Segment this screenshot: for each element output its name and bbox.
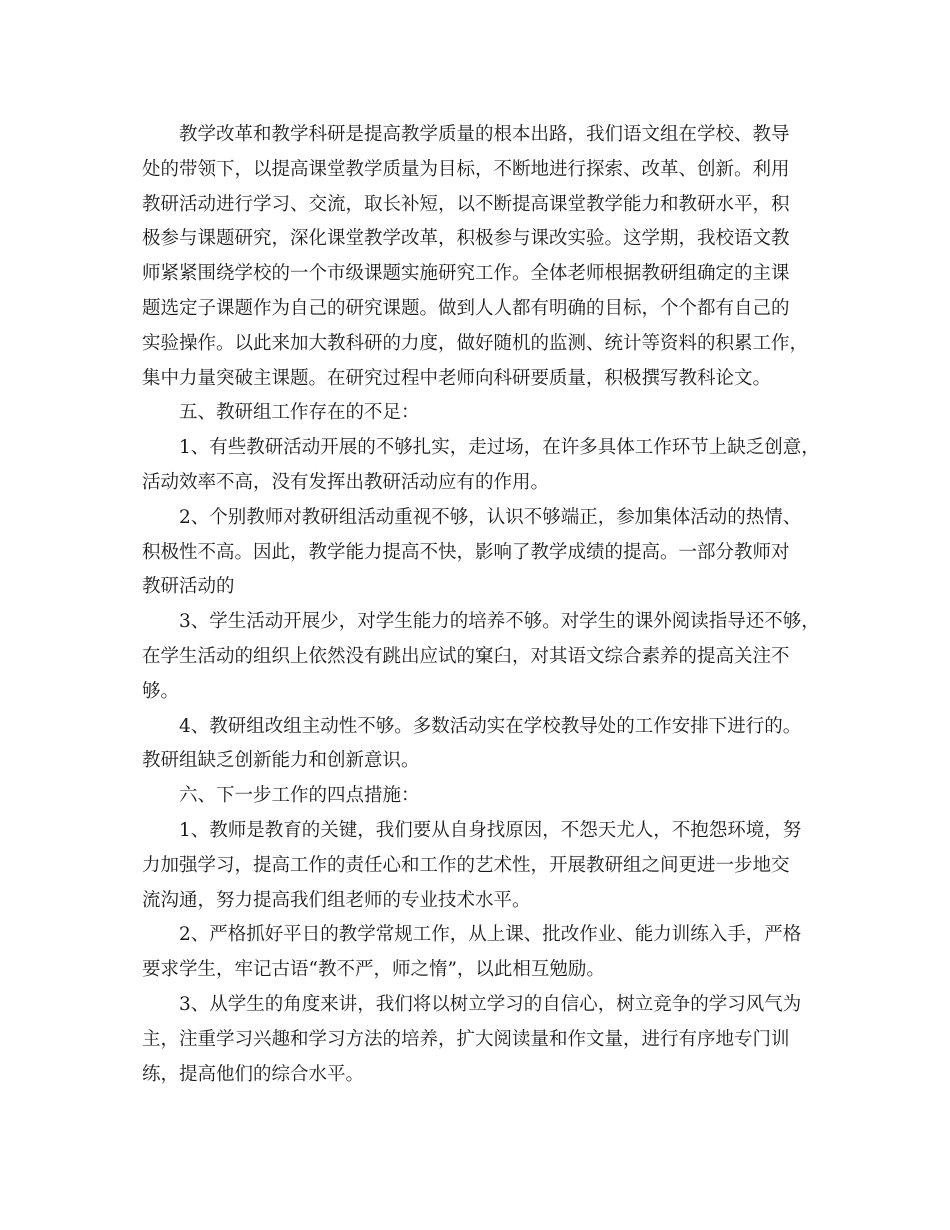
paragraph-line: 教学改革和教学科研是提高教学质量的根本出路，我们语文组在学校、教导 xyxy=(179,124,790,145)
paragraph-line: 4、教研组改组主动性不够。多数活动实在学校教导处的工作安排下进行的。 xyxy=(179,715,802,737)
paragraph-line: 3、从学生的角度来讲，我们将以树立学习的自信心，树立竞争的学习风气为 xyxy=(179,993,802,1015)
paragraph-line: 1、教师是教育的关键，我们要从自身找原因，不怨天尤人，不抱怨环境，努 xyxy=(179,819,802,841)
paragraph-line: 力加强学习，提高工作的责任心和工作的艺术性，开展教研组之间更进一步地交 xyxy=(142,854,790,876)
paragraph-line: 积极性不高。因此，教学能力提高不快，影响了教学成绩的提高。一部分教师对 xyxy=(142,541,790,563)
paragraph-line: 师紧紧围绕学校的一个市级课题实施研究工作。全体老师根据教研组确定的主课 xyxy=(142,263,790,285)
section-heading: 六、下一步工作的四点措施： xyxy=(179,785,420,807)
paragraph-line: 流沟通，努力提高我们组老师的专业技术水平。 xyxy=(142,889,531,911)
paragraph-line: 教研活动进行学习、交流，取长补短，以不断提高课堂教学能力和教研水平，积 xyxy=(142,193,790,215)
paragraph-line: 够。 xyxy=(142,680,180,702)
paragraph-line: 活动效率不高，没有发挥出教研活动应有的作用。 xyxy=(142,471,550,493)
paragraph-line: 2、严格抓好平日的教学常规工作，从上课、批改作业、能力训练入手，严格 xyxy=(179,924,802,946)
paragraph-line: 实验操作。以此来加大教科研的力度，做好随机的监测、统计等资料的积累工作， xyxy=(142,332,809,354)
section-heading: 五、教研组工作存在的不足： xyxy=(179,402,420,424)
paragraph-line: 3、学生活动开展少，对学生能力的培养不够。对学生的课外阅读指导还不够， xyxy=(179,611,820,633)
paragraph-line: 题选定子课题作为自己的研究课题。做到人人都有明确的目标，个个都有自己的 xyxy=(142,297,790,319)
paragraph-line: 2、个别教师对教研组活动重视不够，认识不够端正，参加集体活动的热情、 xyxy=(179,506,802,528)
paragraph-line: 极参与课题研究，深化课堂教学改革，积极参与课改实验。这学期，我校语文教 xyxy=(142,228,790,250)
paragraph-line: 练，提高他们的综合水平。 xyxy=(142,1063,365,1085)
paragraph-line: 教研组缺乏创新能力和创新意识。 xyxy=(142,750,420,772)
paragraph-line: 集中力量突破主课题。在研究过程中老师向科研要质量，积极撰写教科论文。 xyxy=(142,367,772,389)
paragraph-line: 教研活动的 xyxy=(142,576,235,598)
paragraph-line: 处的带领下，以提高课堂教学质量为目标，不断地进行探索、改革、创新。利用 xyxy=(142,158,790,180)
paragraph-line: 在学生活动的组织上依然没有跳出应试的窠臼，对其语文综合素养的提高关注不 xyxy=(142,645,790,667)
paragraph-line: 要求学生，牢记古语“教不严，师之惰”，以此相互勉励。 xyxy=(142,959,605,981)
paragraph-line: 主，注重学习兴趣和学习方法的培养，扩大阅读量和作文量，进行有序地专门训 xyxy=(142,1028,790,1050)
paragraph-line: 1、有些教研活动开展的不够扎实，走过场，在许多具体工作环节上缺乏创意， xyxy=(179,437,820,459)
document-body xyxy=(142,118,820,1092)
